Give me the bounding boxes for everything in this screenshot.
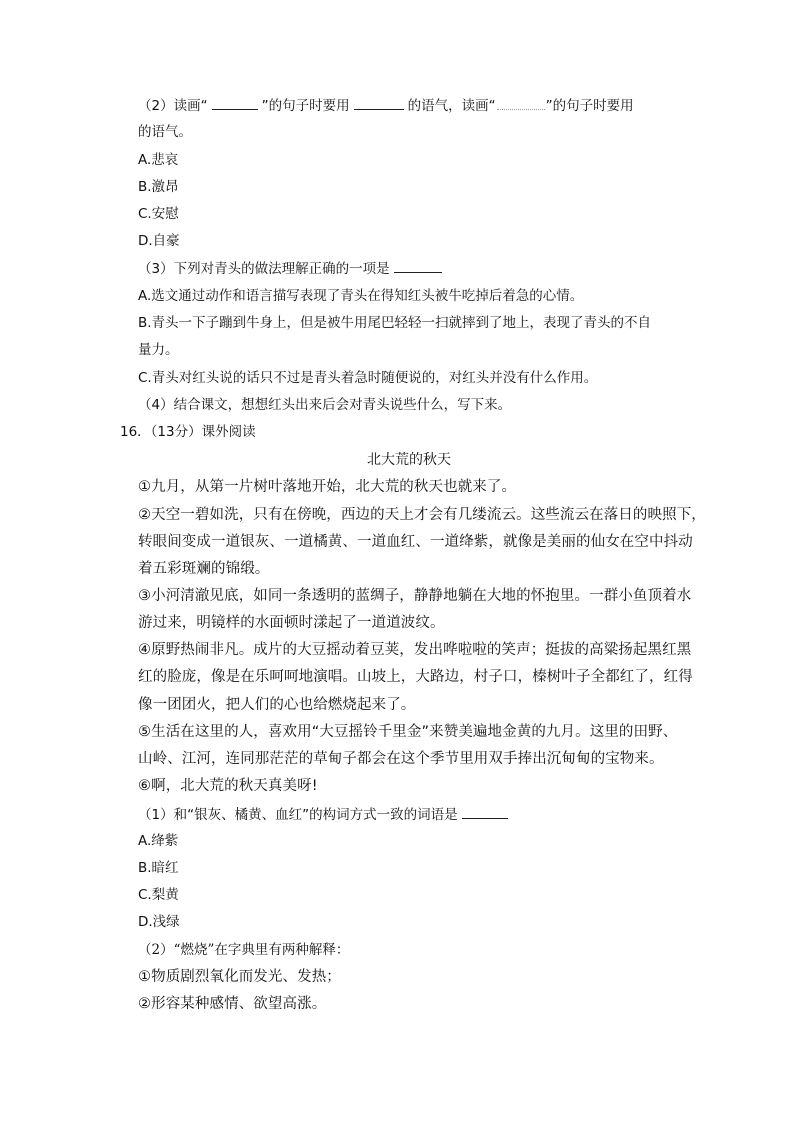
q15-sub3-question: [138, 259, 446, 278]
answer-blank[interactable]: [212, 96, 258, 110]
passage-para-1: ①九月，从第一片树叶落地开始，北大荒的秋天也就来了。: [138, 479, 517, 495]
q15-sub3-question-text: （3）下列对青头的做法理解正确的一项是: [138, 261, 390, 277]
q15-sub2-option-d[interactable]: D.自豪: [138, 233, 180, 249]
passage-para-5-line-2: 山岭、江河，连同那茫茫的草甸子都会在这个季节里用双手捧出沉甸甸的宝物来。: [138, 751, 664, 767]
q16-header: 16．（13分）课外阅读: [120, 424, 256, 440]
answer-blank[interactable]: [354, 96, 404, 110]
q16-sub1-question-text: （1）和“银灰、橘黄、血红”的构词方式一致的词语是: [138, 807, 458, 823]
passage-para-4-line-1: ④原野热闹非凡。成片的大豆摇动着豆荚，发出哗啦啦的笑声；挺拔的高粱扬起黑红黑: [138, 642, 692, 658]
q15-sub3-option-c[interactable]: C.青头对红头说的话只不过是青头着急时随便说的，对红头并没有什么作用。: [138, 370, 598, 386]
wavy-underline-blank: [497, 97, 545, 110]
q15-sub4-question: （4）结合课文，想想红头出来后会对青头说些什么，写下来。: [138, 397, 512, 413]
q16-sub2-definition-2: ②形容某种感情、欲望高涨。: [138, 996, 327, 1012]
q16-sub1-question: [138, 805, 512, 824]
q15-sub3-option-a[interactable]: A.选文通过动作和语言描写表现了青头在得知红头被牛吃掉后着急的心情。: [138, 288, 584, 304]
q15-sub2-tail: 的语气。: [138, 124, 192, 140]
q15-sub2-mid1: ”的句子时要用: [261, 98, 350, 114]
q15-sub2-option-a[interactable]: A.悲哀: [138, 152, 179, 168]
q15-sub2-prefix: （2）读画“: [138, 98, 208, 114]
q15-sub2-option-c[interactable]: C.安慰: [138, 206, 179, 222]
q16-sub1-option-b[interactable]: B.暗红: [138, 860, 179, 876]
passage-para-2-line-1: ②天空一碧如洗，只有在傍晚，西边的天上才会有几缕流云。这些流云在落日的映照下，: [138, 507, 706, 523]
q16-sub1-option-a[interactable]: A.绛紫: [138, 833, 179, 849]
q16-sub2-definition-1: ①物质剧烈氧化而发光、发热；: [138, 969, 341, 985]
q16-sub1-option-d[interactable]: D.浅绿: [138, 914, 180, 930]
q16-sub1-option-c[interactable]: C.梨黄: [138, 887, 179, 903]
q16-sub2-question: （2）“燃烧”在字典里有两种解释：: [138, 942, 350, 958]
q15-sub3-option-b-line2[interactable]: 量力。: [138, 342, 179, 358]
q15-sub2-mid3: ”的句子时要用: [545, 98, 634, 114]
passage-para-3-line-2: 游过来，明镜样的水面顿时漾起了一道道波纹。: [138, 615, 445, 631]
q15-sub3-option-b-line1[interactable]: B.青头一下子蹦到牛身上，但是被牛用尾巴轻轻一扫就摔到了地上，表现了青头的不自: [138, 315, 652, 331]
passage-para-5-line-1: ⑤生活在这里的人，喜欢用“大豆摇铃千里金”来赞美遍地金黄的九月。这里的田野、: [138, 724, 678, 740]
passage-title: 北大荒的秋天: [367, 452, 451, 468]
q15-sub2-option-b[interactable]: B.激昂: [138, 179, 179, 195]
passage-para-4-line-2: 红的脸庞，像是在乐呵呵地演唱。山坡上，大路边，村子口，榛树叶子全都红了，红得: [138, 669, 693, 685]
passage-para-3-line-1: ③小河清澈见底，如同一条透明的蓝绸子，静静地躺在大地的怀抱里。一群小鱼顶着水: [138, 588, 692, 604]
q15-sub2-question: [138, 96, 634, 115]
passage-para-2-line-3: 着五彩斑斓的锦缎。: [138, 561, 270, 577]
answer-blank[interactable]: [394, 259, 442, 273]
passage-para-4-line-3: 像一团团火，把人们的心也给燃烧起来了。: [138, 697, 416, 713]
passage-para-6: ⑥啊，北大荒的秋天真美呀!: [138, 778, 318, 794]
answer-blank[interactable]: [462, 805, 508, 819]
q15-sub2-mid2: 的语气，读画“: [407, 98, 496, 114]
passage-para-2-line-2: 转眼间变成一道银灰、一道橘黄、一道血红、一道绛紫，就像是美丽的仙女在空中抖动: [138, 534, 693, 550]
